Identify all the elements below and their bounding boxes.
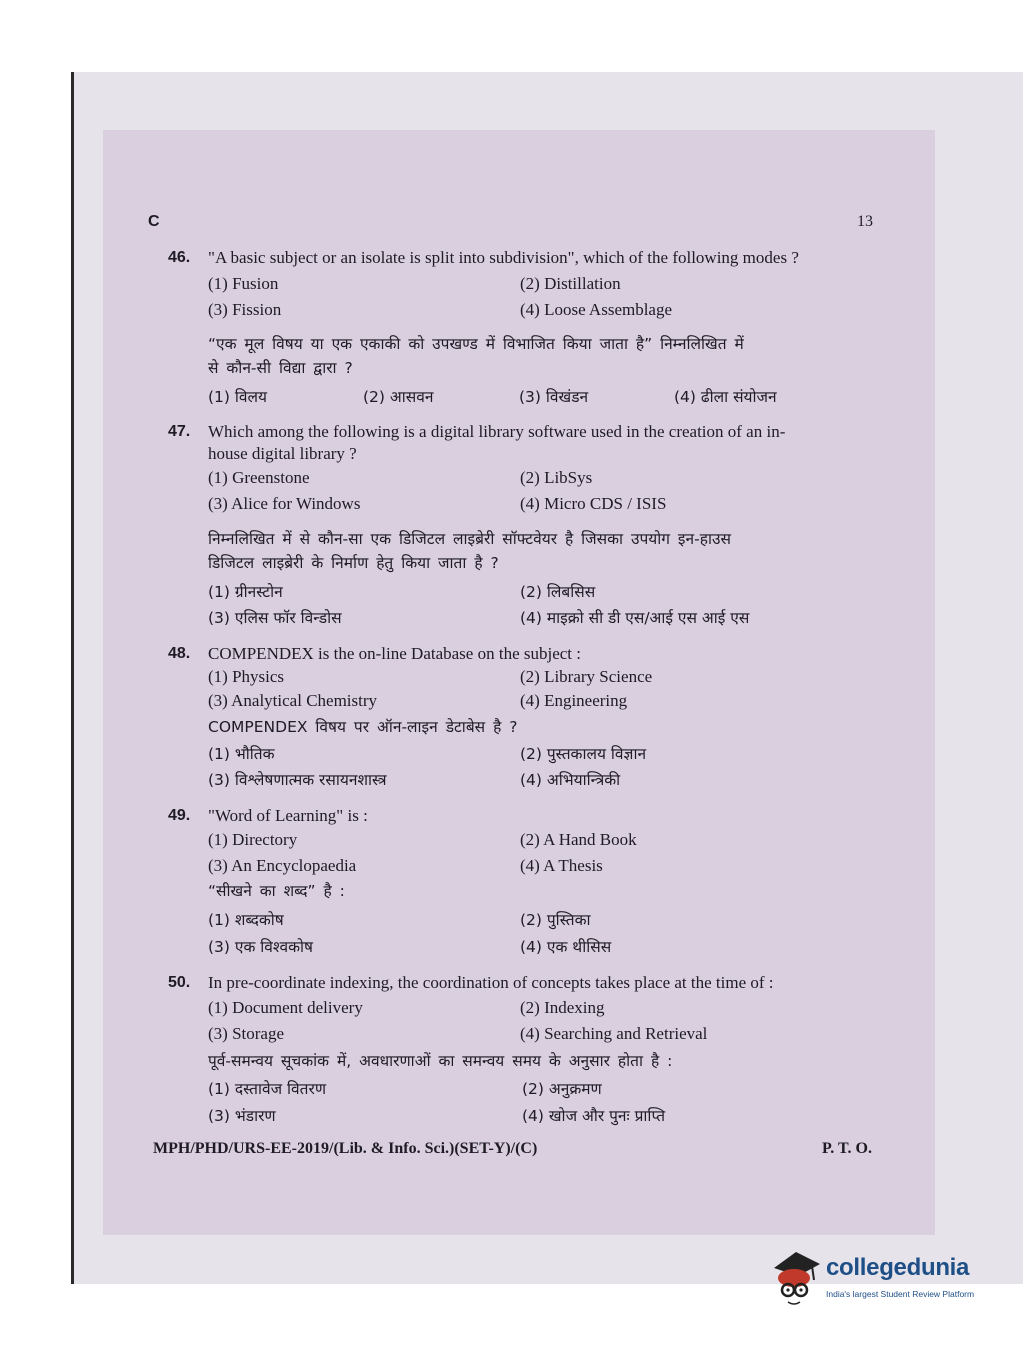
option-en: (1) Greenstone: [208, 468, 310, 487]
question-text-hi: से कौन-सी विद्या द्वारा ?: [208, 359, 353, 377]
option-hi: (4) खोज और पुनः प्राप्ति: [522, 1107, 666, 1125]
collegedunia-watermark: [768, 1246, 998, 1316]
option-en: (4) Loose Assemblage: [520, 300, 673, 319]
page-number: 13: [857, 213, 873, 230]
option-hi: (2) आसवन: [363, 388, 434, 406]
option-en: (2) LibSys: [520, 468, 593, 487]
option-en: (4) A Thesis: [520, 856, 603, 875]
option-hi: (3) विखंडन: [519, 388, 589, 406]
option-hi: (4) अभियान्त्रिकी: [520, 771, 621, 789]
option-en: (1) Physics: [208, 667, 285, 686]
question-text-en: "Word of Learning" is :: [208, 806, 368, 825]
option-en: (3) Fission: [208, 300, 282, 319]
question-text-en: Which among the following is a digital library software used in the creation of an in-: [208, 422, 786, 441]
option-en: (2) Indexing: [520, 998, 605, 1017]
option-hi: (2) पुस्तिका: [520, 911, 591, 929]
option-hi: (3) एक विश्वकोष: [208, 938, 314, 956]
option-en: (3) Analytical Chemistry: [208, 691, 378, 710]
question-number: 46.: [168, 249, 191, 266]
option-en: (3) Alice for Windows: [208, 494, 361, 513]
option-hi: (3) भंडारण: [208, 1107, 276, 1125]
option-en: (1) Directory: [208, 830, 298, 849]
question-text-hi: COMPENDEX विषय पर ऑन-लाइन डेटाबेस है ?: [208, 718, 518, 736]
question-text-hi: “एक मूल विषय या एक एकाकी को उपखण्ड में विभाजित किया जाता है” निम्नलिखित में: [208, 335, 744, 353]
question-number: 48.: [168, 645, 191, 662]
question-text-hi: “सीखने का शब्द” है :: [208, 882, 345, 900]
option-hi: (1) शब्दकोष: [208, 911, 284, 929]
option-en: (3) An Encyclopaedia: [208, 856, 357, 875]
question-text-hi: डिजिटल लाइब्रेरी के निर्माण हेतु किया जाता है ?: [208, 554, 499, 572]
option-hi: (3) विश्लेषणात्मक रसायनशास्त्र: [208, 771, 387, 789]
please-turn-over: P. T. O.: [822, 1140, 872, 1157]
question-text-en: In pre-coordinate indexing, the coordination of concepts takes place at the time of :: [208, 973, 774, 992]
option-hi: (2) पुस्तकालय विज्ञान: [520, 745, 647, 763]
option-en: (4) Engineering: [520, 691, 628, 710]
option-hi: (2) लिबसिस: [520, 583, 596, 601]
question-text-en: COMPENDEX is the on-line Database on the subject :: [208, 644, 581, 663]
option-hi: (4) माइक्रो सी डी एस/आई एस आई एस: [520, 609, 750, 627]
question-text-en: "A basic subject or an isolate is split into subdivision", which of the following modes ?: [208, 248, 799, 267]
option-hi: (1) भौतिक: [208, 745, 275, 763]
question-text-en: house digital library ?: [208, 444, 357, 463]
question-text-hi: पूर्व-समन्वय सूचकांक में, अवधारणाओं का समन्वय समय के अनुसार होता है :: [208, 1052, 673, 1070]
mascot-icon: [768, 1246, 824, 1312]
option-en: (2) A Hand Book: [520, 830, 637, 849]
option-hi: (4) एक थीसिस: [520, 938, 612, 956]
option-hi: (2) अनुक्रमण: [522, 1080, 602, 1098]
option-en: (1) Document delivery: [208, 998, 363, 1017]
option-hi: (1) दस्तावेज वितरण: [208, 1080, 327, 1098]
option-en: (2) Library Science: [520, 667, 653, 686]
option-hi: (4) ढीला संयोजन: [674, 388, 777, 406]
question-number: 47.: [168, 423, 191, 440]
option-en: (2) Distillation: [520, 274, 621, 293]
option-en: (4) Micro CDS / ISIS: [520, 494, 667, 513]
question-text-hi: निम्नलिखित में से कौन-सा एक डिजिटल लाइब्रेरी सॉफ्टवेयर है जिसका उपयोग इन-हाउस: [208, 530, 731, 548]
brand-tagline: India's largest Student Review Platform: [826, 1289, 975, 1299]
question-number: 49.: [168, 807, 191, 824]
brand-name: collegedunia: [826, 1254, 970, 1281]
option-hi: (3) एलिस फॉर विन्डोस: [208, 609, 342, 627]
option-hi: (1) ग्रीनस्टोन: [208, 583, 283, 601]
option-en: (4) Searching and Retrieval: [520, 1024, 708, 1043]
set-code: C: [148, 213, 160, 230]
option-en: (3) Storage: [208, 1024, 285, 1043]
question-number: 50.: [168, 974, 191, 991]
paper-code: MPH/PHD/URS-EE-2019/(Lib. & Info. Sci.)(SET-Y)/(C): [153, 1140, 538, 1157]
option-en: (1) Fusion: [208, 274, 279, 293]
option-hi: (1) विलय: [208, 388, 268, 406]
